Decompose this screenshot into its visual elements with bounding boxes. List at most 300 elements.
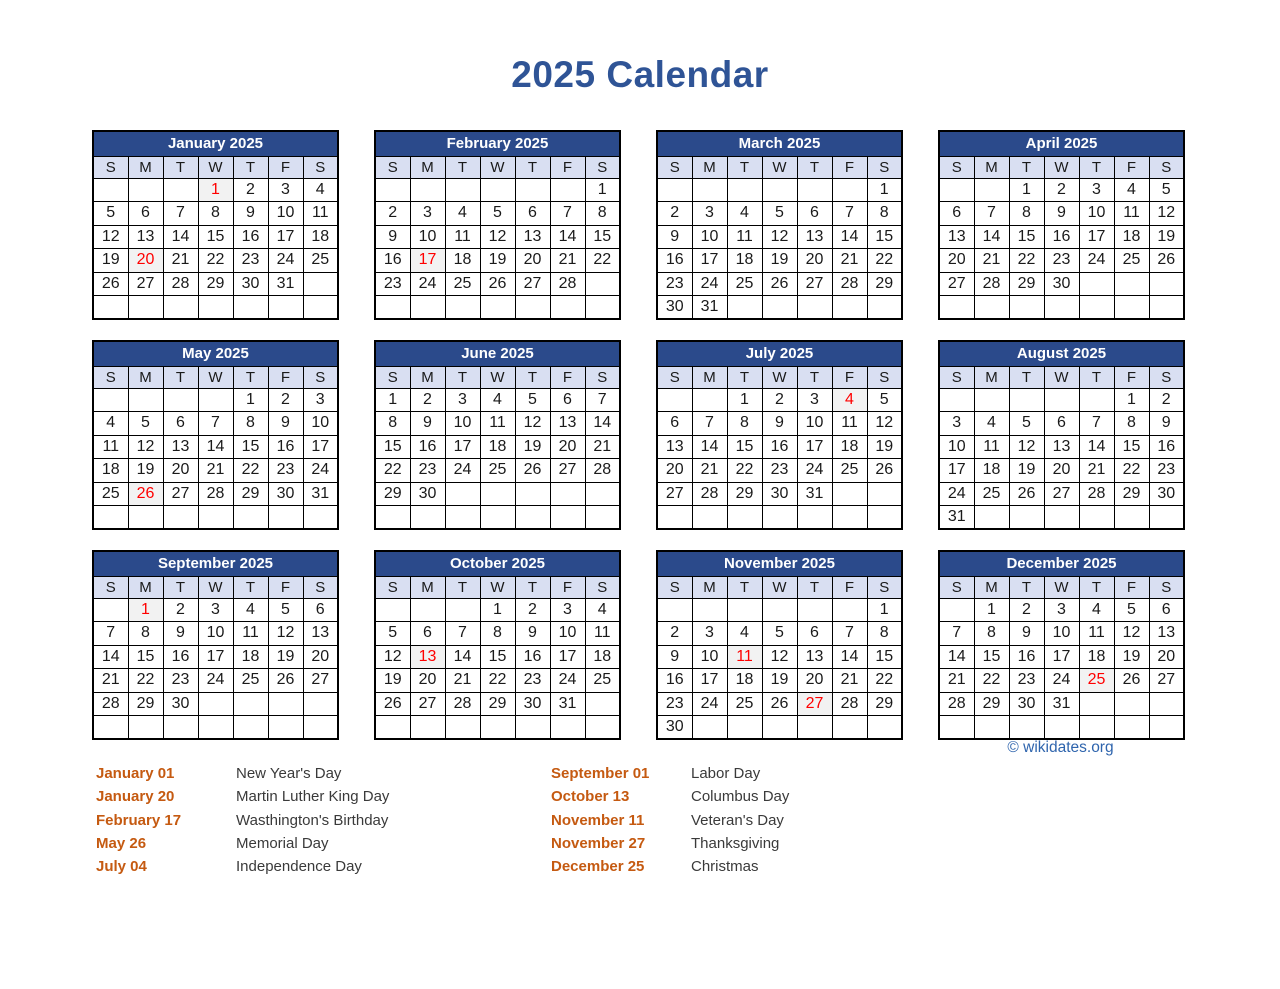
empty-day-cell — [692, 178, 727, 202]
day-cell: 31 — [939, 506, 974, 530]
weekday-header: T — [1079, 366, 1114, 388]
empty-day-cell — [657, 388, 692, 412]
day-cell: 25 — [832, 459, 867, 483]
day-cell: 14 — [163, 225, 198, 249]
month-title: May 2025 — [93, 341, 338, 366]
day-cell: 8 — [375, 412, 410, 436]
day-cell: 14 — [1079, 435, 1114, 459]
day-cell: 18 — [832, 435, 867, 459]
holiday-name: Independence Day — [236, 858, 362, 876]
day-cell: 11 — [1114, 202, 1149, 226]
day-cell: 26 — [375, 692, 410, 716]
day-cell: 7 — [1079, 412, 1114, 436]
day-cell: 4 — [233, 598, 268, 622]
day-cell: 9 — [1044, 202, 1079, 226]
day-cell: 27 — [128, 272, 163, 296]
day-cell: 4 — [1079, 598, 1114, 622]
day-cell: 23 — [657, 272, 692, 296]
day-cell: 8 — [867, 622, 902, 646]
empty-day-cell — [585, 716, 620, 740]
day-cell: 6 — [797, 622, 832, 646]
day-cell: 25 — [974, 482, 1009, 506]
weekday-header: M — [128, 366, 163, 388]
weekday-header: S — [867, 366, 902, 388]
day-cell: 16 — [410, 435, 445, 459]
holiday-day-cell: 1 — [128, 598, 163, 622]
day-cell: 25 — [1114, 249, 1149, 273]
day-cell: 6 — [163, 412, 198, 436]
day-cell: 27 — [303, 669, 338, 693]
day-cell: 13 — [128, 225, 163, 249]
day-cell: 22 — [128, 669, 163, 693]
day-cell: 21 — [832, 669, 867, 693]
empty-day-cell — [762, 296, 797, 320]
day-cell: 4 — [480, 388, 515, 412]
day-cell: 1 — [1009, 178, 1044, 202]
empty-day-cell — [797, 598, 832, 622]
empty-day-cell — [198, 506, 233, 530]
holiday-date: July 04 — [96, 858, 147, 876]
day-cell: 14 — [832, 645, 867, 669]
empty-day-cell — [198, 296, 233, 320]
weekday-header: S — [585, 156, 620, 178]
weekday-header: S — [375, 156, 410, 178]
empty-day-cell — [585, 506, 620, 530]
empty-day-cell — [585, 296, 620, 320]
day-cell: 31 — [550, 692, 585, 716]
day-cell: 6 — [128, 202, 163, 226]
weekday-header: W — [1044, 576, 1079, 598]
day-cell: 4 — [445, 202, 480, 226]
day-cell: 29 — [867, 692, 902, 716]
day-cell: 25 — [233, 669, 268, 693]
day-cell: 16 — [1149, 435, 1184, 459]
empty-day-cell — [198, 692, 233, 716]
day-cell: 13 — [515, 225, 550, 249]
empty-day-cell — [303, 716, 338, 740]
day-cell: 8 — [198, 202, 233, 226]
day-cell: 10 — [550, 622, 585, 646]
weekday-header: T — [727, 576, 762, 598]
day-cell: 28 — [832, 272, 867, 296]
empty-day-cell — [1079, 506, 1114, 530]
empty-day-cell — [974, 388, 1009, 412]
day-cell: 16 — [268, 435, 303, 459]
empty-day-cell — [832, 296, 867, 320]
day-cell: 24 — [939, 482, 974, 506]
day-cell: 26 — [480, 272, 515, 296]
empty-day-cell — [93, 296, 128, 320]
empty-day-cell — [233, 506, 268, 530]
day-cell: 22 — [1114, 459, 1149, 483]
empty-day-cell — [198, 388, 233, 412]
day-cell: 7 — [445, 622, 480, 646]
day-cell: 10 — [268, 202, 303, 226]
day-cell: 4 — [727, 622, 762, 646]
day-cell: 23 — [375, 272, 410, 296]
empty-day-cell — [128, 296, 163, 320]
weekday-header: T — [797, 576, 832, 598]
month-calendar-march — [656, 130, 903, 320]
holiday-day-cell: 17 — [410, 249, 445, 273]
day-cell: 28 — [939, 692, 974, 716]
day-cell: 15 — [233, 435, 268, 459]
day-cell: 17 — [692, 249, 727, 273]
weekday-header: M — [974, 576, 1009, 598]
weekday-header: T — [515, 576, 550, 598]
weekday-header: F — [1114, 576, 1149, 598]
empty-day-cell — [867, 716, 902, 740]
day-cell: 9 — [1149, 412, 1184, 436]
weekday-header: T — [163, 576, 198, 598]
day-cell: 12 — [480, 225, 515, 249]
empty-day-cell — [480, 716, 515, 740]
holiday-date: January 20 — [96, 788, 175, 806]
day-cell: 30 — [268, 482, 303, 506]
day-cell: 29 — [974, 692, 1009, 716]
day-cell: 17 — [445, 435, 480, 459]
empty-day-cell — [233, 296, 268, 320]
empty-day-cell — [93, 506, 128, 530]
day-cell: 14 — [550, 225, 585, 249]
day-cell: 21 — [585, 435, 620, 459]
day-cell: 8 — [1114, 412, 1149, 436]
day-cell: 23 — [233, 249, 268, 273]
weekday-header: W — [198, 156, 233, 178]
day-cell: 29 — [1009, 272, 1044, 296]
day-cell: 20 — [410, 669, 445, 693]
empty-day-cell — [445, 482, 480, 506]
empty-day-cell — [410, 598, 445, 622]
day-cell: 6 — [797, 202, 832, 226]
day-cell: 15 — [128, 645, 163, 669]
day-cell: 29 — [480, 692, 515, 716]
empty-day-cell — [974, 178, 1009, 202]
day-cell: 12 — [93, 225, 128, 249]
weekday-header: S — [93, 156, 128, 178]
day-cell: 27 — [1044, 482, 1079, 506]
day-cell: 14 — [974, 225, 1009, 249]
empty-day-cell — [832, 716, 867, 740]
day-cell: 2 — [233, 178, 268, 202]
holiday-entry — [551, 855, 991, 878]
empty-day-cell — [303, 272, 338, 296]
empty-day-cell — [1114, 296, 1149, 320]
day-cell: 19 — [93, 249, 128, 273]
holiday-entry — [551, 762, 991, 785]
empty-day-cell — [445, 178, 480, 202]
day-cell: 25 — [93, 482, 128, 506]
holiday-date: September 01 — [551, 765, 650, 783]
day-cell: 2 — [657, 622, 692, 646]
day-cell: 10 — [797, 412, 832, 436]
day-cell: 21 — [974, 249, 1009, 273]
day-cell: 15 — [867, 645, 902, 669]
holiday-name: New Year's Day — [236, 765, 342, 783]
empty-day-cell — [550, 296, 585, 320]
day-cell: 7 — [198, 412, 233, 436]
empty-day-cell — [375, 178, 410, 202]
day-cell: 11 — [303, 202, 338, 226]
empty-day-cell — [692, 506, 727, 530]
empty-day-cell — [1079, 716, 1114, 740]
day-cell: 22 — [480, 669, 515, 693]
day-cell: 6 — [939, 202, 974, 226]
day-cell: 27 — [1149, 669, 1184, 693]
empty-day-cell — [797, 716, 832, 740]
day-cell: 28 — [692, 482, 727, 506]
day-cell: 3 — [303, 388, 338, 412]
day-cell: 2 — [163, 598, 198, 622]
holiday-date: February 17 — [96, 811, 182, 829]
day-cell: 9 — [268, 412, 303, 436]
day-cell: 17 — [198, 645, 233, 669]
day-cell: 25 — [727, 272, 762, 296]
day-cell: 15 — [480, 645, 515, 669]
empty-day-cell — [867, 506, 902, 530]
empty-day-cell — [268, 692, 303, 716]
day-cell: 12 — [762, 225, 797, 249]
day-cell: 10 — [1079, 202, 1114, 226]
weekday-header: S — [939, 576, 974, 598]
empty-day-cell — [867, 482, 902, 506]
day-cell: 20 — [797, 249, 832, 273]
day-cell: 28 — [585, 459, 620, 483]
day-cell: 5 — [480, 202, 515, 226]
month-title: October 2025 — [375, 551, 620, 576]
weekday-header: S — [657, 366, 692, 388]
day-cell: 10 — [939, 435, 974, 459]
day-cell: 12 — [515, 412, 550, 436]
day-cell: 2 — [1149, 388, 1184, 412]
weekday-header: M — [410, 156, 445, 178]
weekday-header: T — [233, 366, 268, 388]
day-cell: 20 — [1149, 645, 1184, 669]
day-cell: 17 — [550, 645, 585, 669]
day-cell: 15 — [375, 435, 410, 459]
empty-day-cell — [1149, 716, 1184, 740]
weekday-header: T — [445, 576, 480, 598]
weekday-header: T — [797, 156, 832, 178]
weekday-header: W — [480, 156, 515, 178]
empty-day-cell — [163, 388, 198, 412]
day-cell: 16 — [1044, 225, 1079, 249]
day-cell: 16 — [762, 435, 797, 459]
day-cell: 10 — [410, 225, 445, 249]
empty-day-cell — [480, 296, 515, 320]
day-cell: 19 — [375, 669, 410, 693]
weekday-header: F — [832, 156, 867, 178]
holiday-name: Columbus Day — [691, 788, 790, 806]
day-cell: 21 — [93, 669, 128, 693]
empty-day-cell — [974, 296, 1009, 320]
month-title: March 2025 — [657, 131, 902, 156]
day-cell: 13 — [550, 412, 585, 436]
day-cell: 18 — [1079, 645, 1114, 669]
holiday-day-cell: 25 — [1079, 669, 1114, 693]
weekday-header: S — [375, 366, 410, 388]
day-cell: 13 — [797, 225, 832, 249]
day-cell: 19 — [1149, 225, 1184, 249]
day-cell: 24 — [550, 669, 585, 693]
day-cell: 19 — [867, 435, 902, 459]
day-cell: 22 — [727, 459, 762, 483]
day-cell: 7 — [692, 412, 727, 436]
day-cell: 26 — [762, 692, 797, 716]
month-calendar-february — [374, 130, 621, 320]
weekday-header: F — [268, 576, 303, 598]
day-cell: 12 — [1149, 202, 1184, 226]
weekday-header: S — [375, 576, 410, 598]
empty-day-cell — [727, 716, 762, 740]
weekday-header: F — [550, 366, 585, 388]
day-cell: 5 — [268, 598, 303, 622]
empty-day-cell — [1114, 272, 1149, 296]
day-cell: 23 — [268, 459, 303, 483]
holiday-day-cell: 20 — [128, 249, 163, 273]
day-cell: 1 — [480, 598, 515, 622]
day-cell: 15 — [727, 435, 762, 459]
month-title: February 2025 — [375, 131, 620, 156]
holiday-entry — [96, 855, 536, 878]
day-cell: 7 — [832, 202, 867, 226]
day-cell: 26 — [93, 272, 128, 296]
day-cell: 3 — [198, 598, 233, 622]
day-cell: 9 — [163, 622, 198, 646]
day-cell: 2 — [515, 598, 550, 622]
day-cell: 4 — [974, 412, 1009, 436]
weekday-header: S — [303, 156, 338, 178]
weekday-header: W — [1044, 156, 1079, 178]
empty-day-cell — [762, 598, 797, 622]
day-cell: 9 — [515, 622, 550, 646]
day-cell: 21 — [939, 669, 974, 693]
holiday-entry — [551, 809, 991, 832]
weekday-header: F — [268, 366, 303, 388]
day-cell: 12 — [268, 622, 303, 646]
weekday-header: S — [1149, 576, 1184, 598]
day-cell: 26 — [762, 272, 797, 296]
weekday-header: S — [585, 366, 620, 388]
empty-day-cell — [727, 506, 762, 530]
day-cell: 28 — [1079, 482, 1114, 506]
day-cell: 24 — [303, 459, 338, 483]
day-cell: 7 — [93, 622, 128, 646]
attribution-link[interactable]: © wikidates.org — [1007, 739, 1114, 756]
day-cell: 17 — [268, 225, 303, 249]
day-cell: 5 — [515, 388, 550, 412]
months-grid — [92, 130, 1185, 740]
day-cell: 15 — [974, 645, 1009, 669]
day-cell: 27 — [163, 482, 198, 506]
day-cell: 24 — [1079, 249, 1114, 273]
day-cell: 12 — [867, 412, 902, 436]
day-cell: 31 — [303, 482, 338, 506]
day-cell: 5 — [1149, 178, 1184, 202]
holiday-name: Veteran's Day — [691, 811, 784, 829]
day-cell: 27 — [515, 272, 550, 296]
day-cell: 17 — [939, 459, 974, 483]
day-cell: 1 — [867, 178, 902, 202]
holiday-day-cell: 1 — [198, 178, 233, 202]
holiday-date: October 13 — [551, 788, 630, 806]
empty-day-cell — [1079, 692, 1114, 716]
day-cell: 27 — [797, 272, 832, 296]
weekday-header: S — [939, 366, 974, 388]
day-cell: 13 — [797, 645, 832, 669]
day-cell: 11 — [480, 412, 515, 436]
empty-day-cell — [585, 482, 620, 506]
day-cell: 5 — [762, 202, 797, 226]
empty-day-cell — [1114, 716, 1149, 740]
day-cell: 25 — [727, 692, 762, 716]
day-cell: 5 — [93, 202, 128, 226]
day-cell: 3 — [410, 202, 445, 226]
day-cell: 11 — [93, 435, 128, 459]
day-cell: 16 — [163, 645, 198, 669]
day-cell: 19 — [1114, 645, 1149, 669]
holiday-entry — [551, 785, 991, 808]
day-cell: 4 — [93, 412, 128, 436]
empty-day-cell — [939, 598, 974, 622]
weekday-header: S — [93, 366, 128, 388]
day-cell: 23 — [1009, 669, 1044, 693]
day-cell: 5 — [128, 412, 163, 436]
day-cell: 30 — [163, 692, 198, 716]
holiday-date: January 01 — [96, 765, 175, 783]
day-cell: 3 — [268, 178, 303, 202]
day-cell: 23 — [1149, 459, 1184, 483]
empty-day-cell — [1009, 296, 1044, 320]
month-calendar-june — [374, 340, 621, 530]
day-cell: 8 — [233, 412, 268, 436]
empty-day-cell — [445, 598, 480, 622]
day-cell: 15 — [198, 225, 233, 249]
empty-day-cell — [797, 506, 832, 530]
month-calendar-october — [374, 550, 621, 740]
weekday-header: W — [480, 366, 515, 388]
day-cell: 12 — [128, 435, 163, 459]
weekday-header: T — [445, 156, 480, 178]
holiday-name: Memorial Day — [236, 835, 329, 853]
empty-day-cell — [692, 598, 727, 622]
day-cell: 17 — [1079, 225, 1114, 249]
day-cell: 22 — [233, 459, 268, 483]
day-cell: 16 — [1009, 645, 1044, 669]
weekday-header: F — [832, 576, 867, 598]
month-title: December 2025 — [939, 551, 1184, 576]
holiday-name: Martin Luther King Day — [236, 788, 390, 806]
day-cell: 13 — [303, 622, 338, 646]
empty-day-cell — [550, 482, 585, 506]
day-cell: 11 — [233, 622, 268, 646]
month-calendar-january — [92, 130, 339, 320]
holiday-day-cell: 26 — [128, 482, 163, 506]
empty-day-cell — [268, 296, 303, 320]
month-title: August 2025 — [939, 341, 1184, 366]
day-cell: 21 — [445, 669, 480, 693]
day-cell: 13 — [939, 225, 974, 249]
weekday-header: F — [832, 366, 867, 388]
day-cell: 8 — [128, 622, 163, 646]
day-cell: 26 — [1114, 669, 1149, 693]
day-cell: 20 — [303, 645, 338, 669]
empty-day-cell — [550, 178, 585, 202]
empty-day-cell — [515, 506, 550, 530]
day-cell: 26 — [515, 459, 550, 483]
day-cell: 19 — [762, 249, 797, 273]
day-cell: 23 — [1044, 249, 1079, 273]
